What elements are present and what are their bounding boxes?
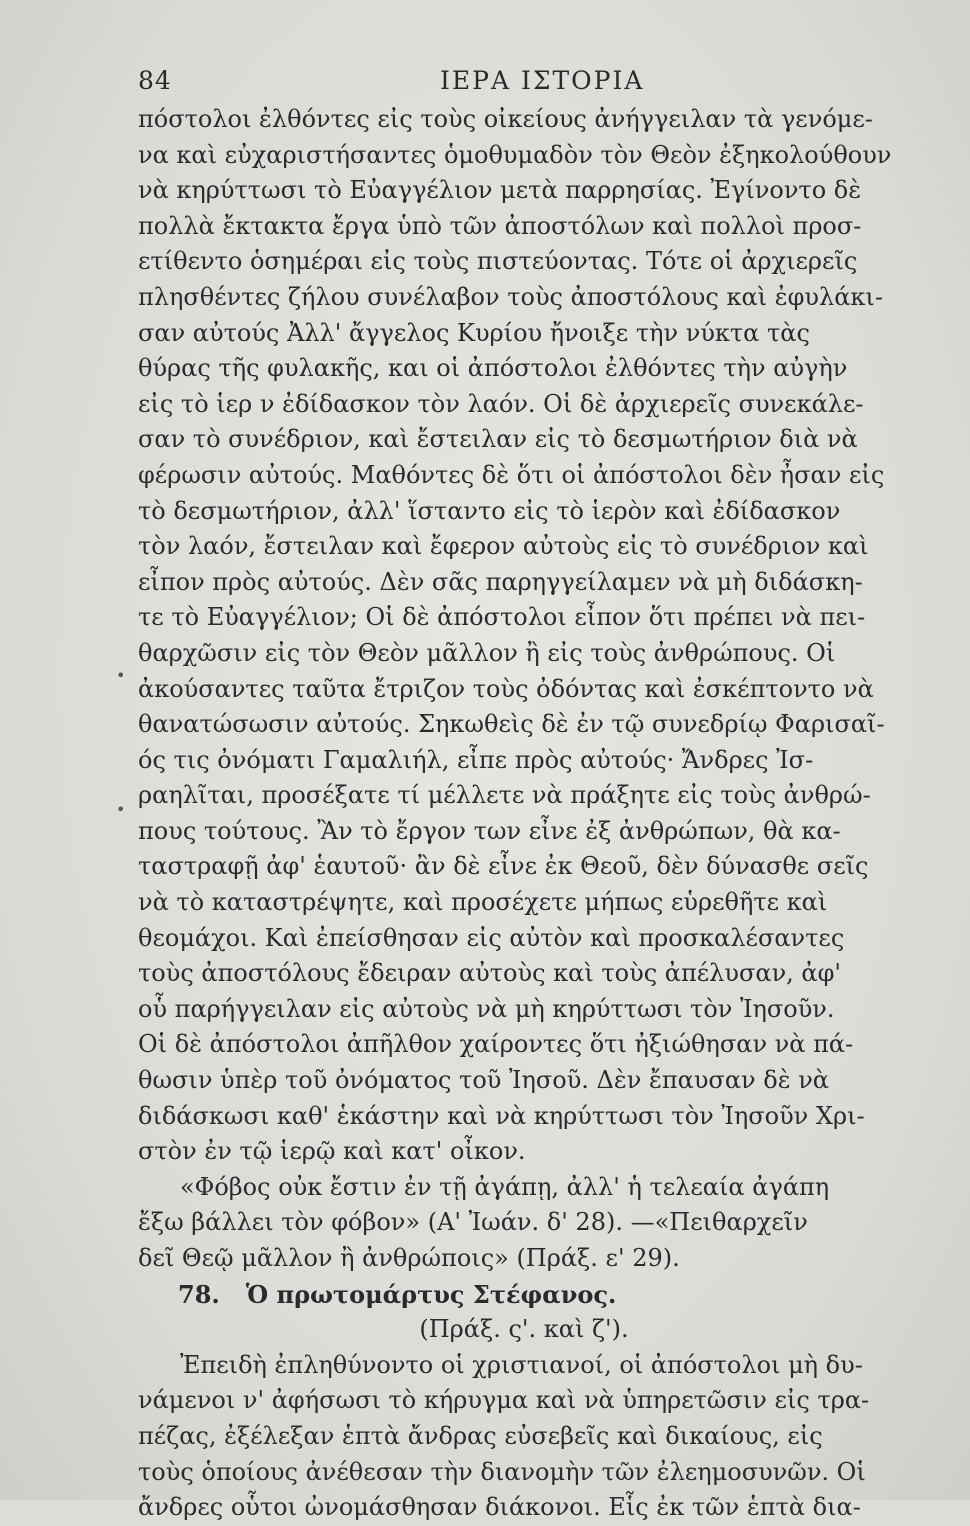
text-line: πόστολοι ἐλθόντες εἰς τοὺς οἰκείους ἀνήγγειλαν τὰ γενόμε- (138, 105, 873, 133)
text-line: ἄνδρες οὗτοι ὠνομάσθησαν διάκονοι. Εἷς ἐκ τῶν ἑπτὰ δια- (138, 1493, 861, 1522)
text-line: ραηλῖται, προσέξατε τί μέλλετε νὰ πράξητε εἰς τοὺς ἀνθρώ- (138, 781, 871, 810)
text-line: ἀκούσαντες ταῦτα ἔτριζον τοὺς ὀδόντας καὶ ἐσκέπτοντο νὰ (138, 674, 874, 703)
text-line: πολλὰ ἔκτακτα ἔργα ὑπὸ τῶν ἀποστόλων καὶ πολλοὶ προσ- (138, 211, 862, 240)
text-line: τοὺς ὁποίους ἀνέθεσαν τὴν διανομὴν τῶν ἐλεημοσυνῶν. Οἱ (138, 1457, 866, 1486)
section-title: Ὁ πρωτομάρτυς Στέφανος. (245, 1279, 617, 1309)
text-line: θαρχῶσιν εἰς τὸν Θεὸν μᾶλλον ἢ εἰς τοὺς ἀνθρώπους. Οἱ (138, 638, 836, 667)
text-line: σαν αὐτούς Ἀλλ' ἄγγελος Κυρίου ἤνοιξε τὴν νύκτα τὰς (138, 318, 810, 347)
text-line: τοὺς ἀποστόλους ἔδειραν αὐτοὺς καὶ τοὺς ἀπέλυσαν, ἀφ' (138, 959, 842, 988)
text-line: νάμενοι ν' ἀφήσωσι τὸ κήρυγμα καὶ νὰ ὑπηρετῶσιν εἰς τρα- (138, 1386, 870, 1415)
text-line: νὰ τὸ καταστρέψητε, καὶ προσέχετε μήπως εὑρεθῆτε καὶ (138, 888, 828, 917)
page-number: 84 (138, 66, 172, 95)
running-title: ΙΕΡΑ ΙΣΤΟΡΙΑ (440, 66, 645, 95)
text-line: τὸν λαόν, ἔστειλαν καὶ ἔφερον αὐτοὺς εἰς τὸ συνέδριον καὶ (138, 532, 869, 561)
text-line: εἰς τὸ ἱερ ν ἐδίδασκον τὸν λαόν. Οἱ δὲ ἀρχιερεῖς συνεκάλε- (138, 389, 864, 418)
text-line: οὗ παρήγγειλαν εἰς αὐτοὺς νὰ μὴ κηρύττωσι τὸν Ἰησοῦν. (138, 994, 835, 1023)
section-heading (138, 1277, 940, 1313)
text-line: τὸ δεσμωτήριον, ἀλλ' ἵσταντο εἰς τὸ ἱερὸν καὶ ἐδίδασκον (138, 496, 841, 525)
text-line: θεομάχοι. Καὶ ἐπείσθησαν εἰς αὐτὸν καὶ προσκαλέσαντες (138, 923, 845, 952)
margin-dot: • (116, 666, 126, 685)
text-line: θωσιν ὑπὲρ τοῦ ὀνόματος τοῦ Ἰησοῦ. Δὲν ἔπαυσαν δὲ νὰ (138, 1066, 829, 1095)
text-line: Ἐπειδὴ ἐπληθύνοντο οἱ χριστιανοί, οἱ ἀπόστολοι μὴ δυ- (180, 1350, 863, 1379)
section-number: 78. (178, 1279, 220, 1309)
text-line: στὸν ἐν τῷ ἱερῷ καὶ κατ' οἶκον. (138, 1137, 526, 1166)
body-text (138, 102, 940, 1526)
text-line: ετίθεντο ὁσημέραι εἰς τοὺς πιστεύοντας. Τότε οἱ ἀρχιερεῖς (138, 247, 858, 276)
text-line: πέζας, ἐξέλεξαν ἑπτὰ ἄνδρας εὐσεβεῖς καὶ δικαίους, εἰς (138, 1421, 823, 1450)
text-line: θύρας τῆς φυλακῆς, και οἱ ἀπόστολοι ἐλθόντες τὴν αὐγὴν (138, 354, 848, 383)
quote-line: δεῖ Θεῷ μᾶλλον ἢ ἀνθρώποις» (Πράξ. ε' 29). (138, 1244, 680, 1272)
text-line: τε τὸ Εὐαγγέλιον; Οἱ δὲ ἀπόστολοι εἶπον ὅτι πρέπει νὰ πει- (138, 603, 866, 632)
text-line: ός τις ὀνόματι Γαμαλιήλ, εἶπε πρὸς αὐτούς· Ἄνδρες Ἰσ- (138, 745, 814, 774)
text-line: σαν τὸ συνέδριον, καὶ ἔστειλαν εἰς τὸ δεσμωτήριον διὰ νὰ (138, 425, 858, 454)
section-reference: (Πράξ. ς'. καὶ ζ'). (419, 1315, 629, 1344)
quote-line: ἔξω βάλλει τὸν φόβον» (Α' Ἰωάν. δ' 28). —«Πειθαρχεῖν (138, 1208, 808, 1237)
quote-line: «Φόβος οὐκ ἔστιν ἐν τῇ ἀγάπῃ, ἀλλ' ἡ τελεαία ἀγάπη (180, 1172, 830, 1201)
text-line: θανατώσωσιν αὐτούς. Σηκωθεὶς δὲ ἐν τῷ συνεδρίῳ Φαρισαῖ- (138, 710, 885, 739)
text-line: να καὶ εὐχαριστήσαντες ὁμοθυμαδὸν τὸν Θεὸν ἐξηκολούθουν (138, 140, 892, 169)
text-line: πλησθέντες ζήλου συνέλαβον τοὺς ἀποστόλους καὶ ἐφυλάκι- (138, 282, 883, 311)
text-line: εἶπον πρὸς αὐτούς. Δὲν σᾶς παρηγγείλαμεν νὰ μὴ διδάσκη- (138, 567, 863, 596)
text-line: πους τούτους. Ἂν τὸ ἔργον των εἶνε ἐξ ἀνθρώπων, θὰ κα- (138, 816, 841, 845)
text-line: Οἱ δὲ ἀπόστολοι ἀπῆλθον χαίροντες ὅτι ἠξιώθησαν νὰ πά- (138, 1030, 854, 1059)
page-header (138, 58, 940, 102)
text-line: ταστραφῇ ἀφ' ἑαυτοῦ· ἂν δὲ εἶνε ἐκ Θεοῦ, δὲν δύνασθε σεῖς (138, 852, 869, 881)
text-line: νὰ κηρύττωσι τὸ Εὐαγγέλιον μετὰ παρρησίας. Ἐγίνοντο δὲ (138, 176, 862, 205)
text-line: φέρωσιν αὐτούς. Μαθόντες δὲ ὅτι οἱ ἀπόστολοι δὲν ἦσαν εἰς (138, 460, 885, 489)
text-line: διδάσκωσι καθ' ἑκάστην καὶ νὰ κηρύττωσι τὸν Ἰησοῦν Χρι- (138, 1101, 865, 1130)
margin-dot: • (116, 800, 126, 819)
